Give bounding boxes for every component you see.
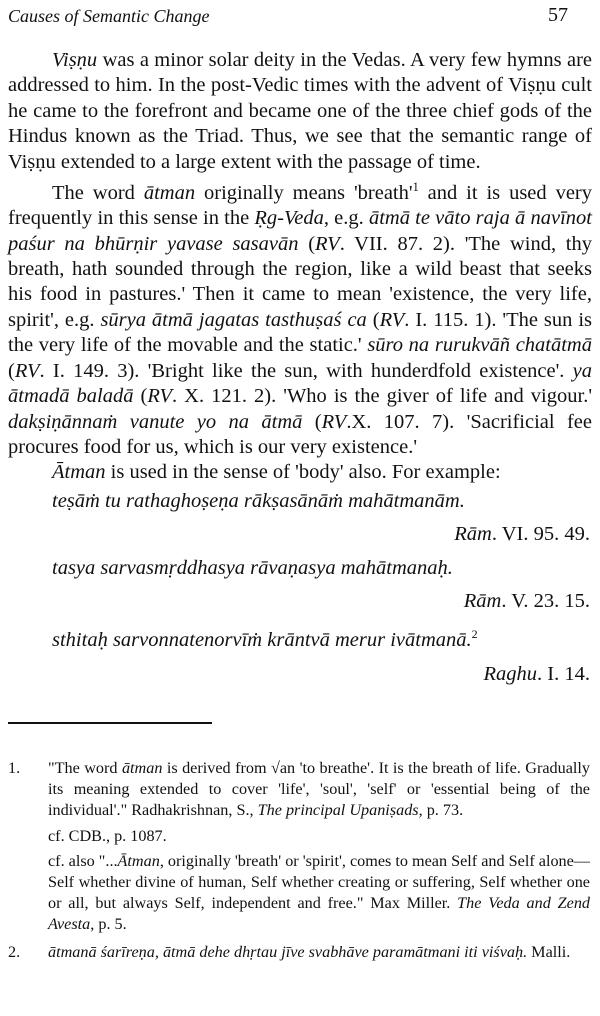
verse-3-source: Raghu. I. 14.	[483, 662, 590, 685]
paragraph-atman-breath: The word ātman originally means '$breath'^1$ and it is used very frequently in this sense in the Ṛg-Veda, e.g. ātmā te vāto raja ā navīnot paśur na bhūrṇir yavase sasavān (RV. VII. 87. 2). 'The wind, thy breath, hath sounded through the region, like a wild beast that seeks his food in pastures.' Then it came to mean 'existence, the very life, spirit', e.g. sūrya ātmā jagatas tasthuṣaś ca (RV. I. 115. 1). 'The sun is the very life of the movable and the static.' sūro na rurukvāñ chatātmā (RV. I. 149. 3). 'Bright like the sun, with hunderdfold existence'. ya ātmadā baladā (RV. X. 121. 2). 'Who is the giver of life and vigour.' dakṣiṇānnaṁ vanute yo na ātmā (RV.X. 107. 7). 'Sacrificial fee procures food for us, which is our very existence.'	[8, 180, 593, 458]
main-text	[8, 48, 592, 687]
verse-1: teṣāṁ tu rathaghoṣeṇa rākṣasānāṁ mahātmanām.	[52, 489, 465, 512]
paragraph-atman-body: Ātman is used in the sense of 'body' also. For example:	[52, 461, 501, 484]
footnote-2-number: 2.	[8, 942, 21, 961]
verse-1-source: Rām. VI. 95. 49.	[454, 523, 590, 546]
running-header	[8, 4, 590, 30]
verse-2: tasya sarvasmṛddhasya rāvaṇasya mahātmanaḥ.	[52, 556, 453, 579]
footnote-1-text: "The word ātman is derived from √an 'to breathe'. It is the breath of life. Gradually its meaning extended to cover 'life', 'soul', 'self' or 'essential being of the individual'." Radhakrishnan, S., The principal Upaniṣads, p. 73.	[48, 759, 590, 820]
verse-2-source: Rām. V. 23. 15.	[463, 589, 590, 612]
running-title: Causes of Semantic Change	[8, 6, 210, 26]
footnote-1-number: 1.	[8, 759, 21, 777]
footnote-1-cf: cf. CDB., p. 1087.	[48, 826, 167, 845]
verse-3: sthitaḥ sarvonnatenorvīṁ krāntvā merur ivātmanā.$^2$	[52, 627, 478, 652]
footnotes	[8, 758, 590, 963]
page-number: 57	[548, 4, 568, 26]
footnote-divider	[8, 722, 212, 724]
footnote-1	[8, 758, 590, 936]
footnote-1-cf-also: cf. also "...Ātman, originally 'breath' or 'spirit', comes to mean Self and Self alone—Self whether divine of human, Self whether creating or suffering, Self whether one or all, but always Self, independent and free." Max Miller. The Veda and Zend Avesta, p. 5.	[48, 851, 591, 934]
paragraph-vishnu: Viṣṇu was a minor solar deity in the Vedas. A very few hymns are addressed to him. In the post-Vedic times with the advent of Viṣṇu cult he came to the forefront and became one of the three chief gods of the Hindus known as the Triad. Thus, we see that the semantic range of Viṣṇu extended to a large extent with the passage of time.	[8, 49, 592, 173]
footnote-2	[8, 942, 590, 963]
footnote-2-text: ātmanā śarīreṇa, ātmā dehe dhṛtau jīve svabhāve paramātmani iti viśvaḥ. Malli.	[48, 942, 571, 961]
